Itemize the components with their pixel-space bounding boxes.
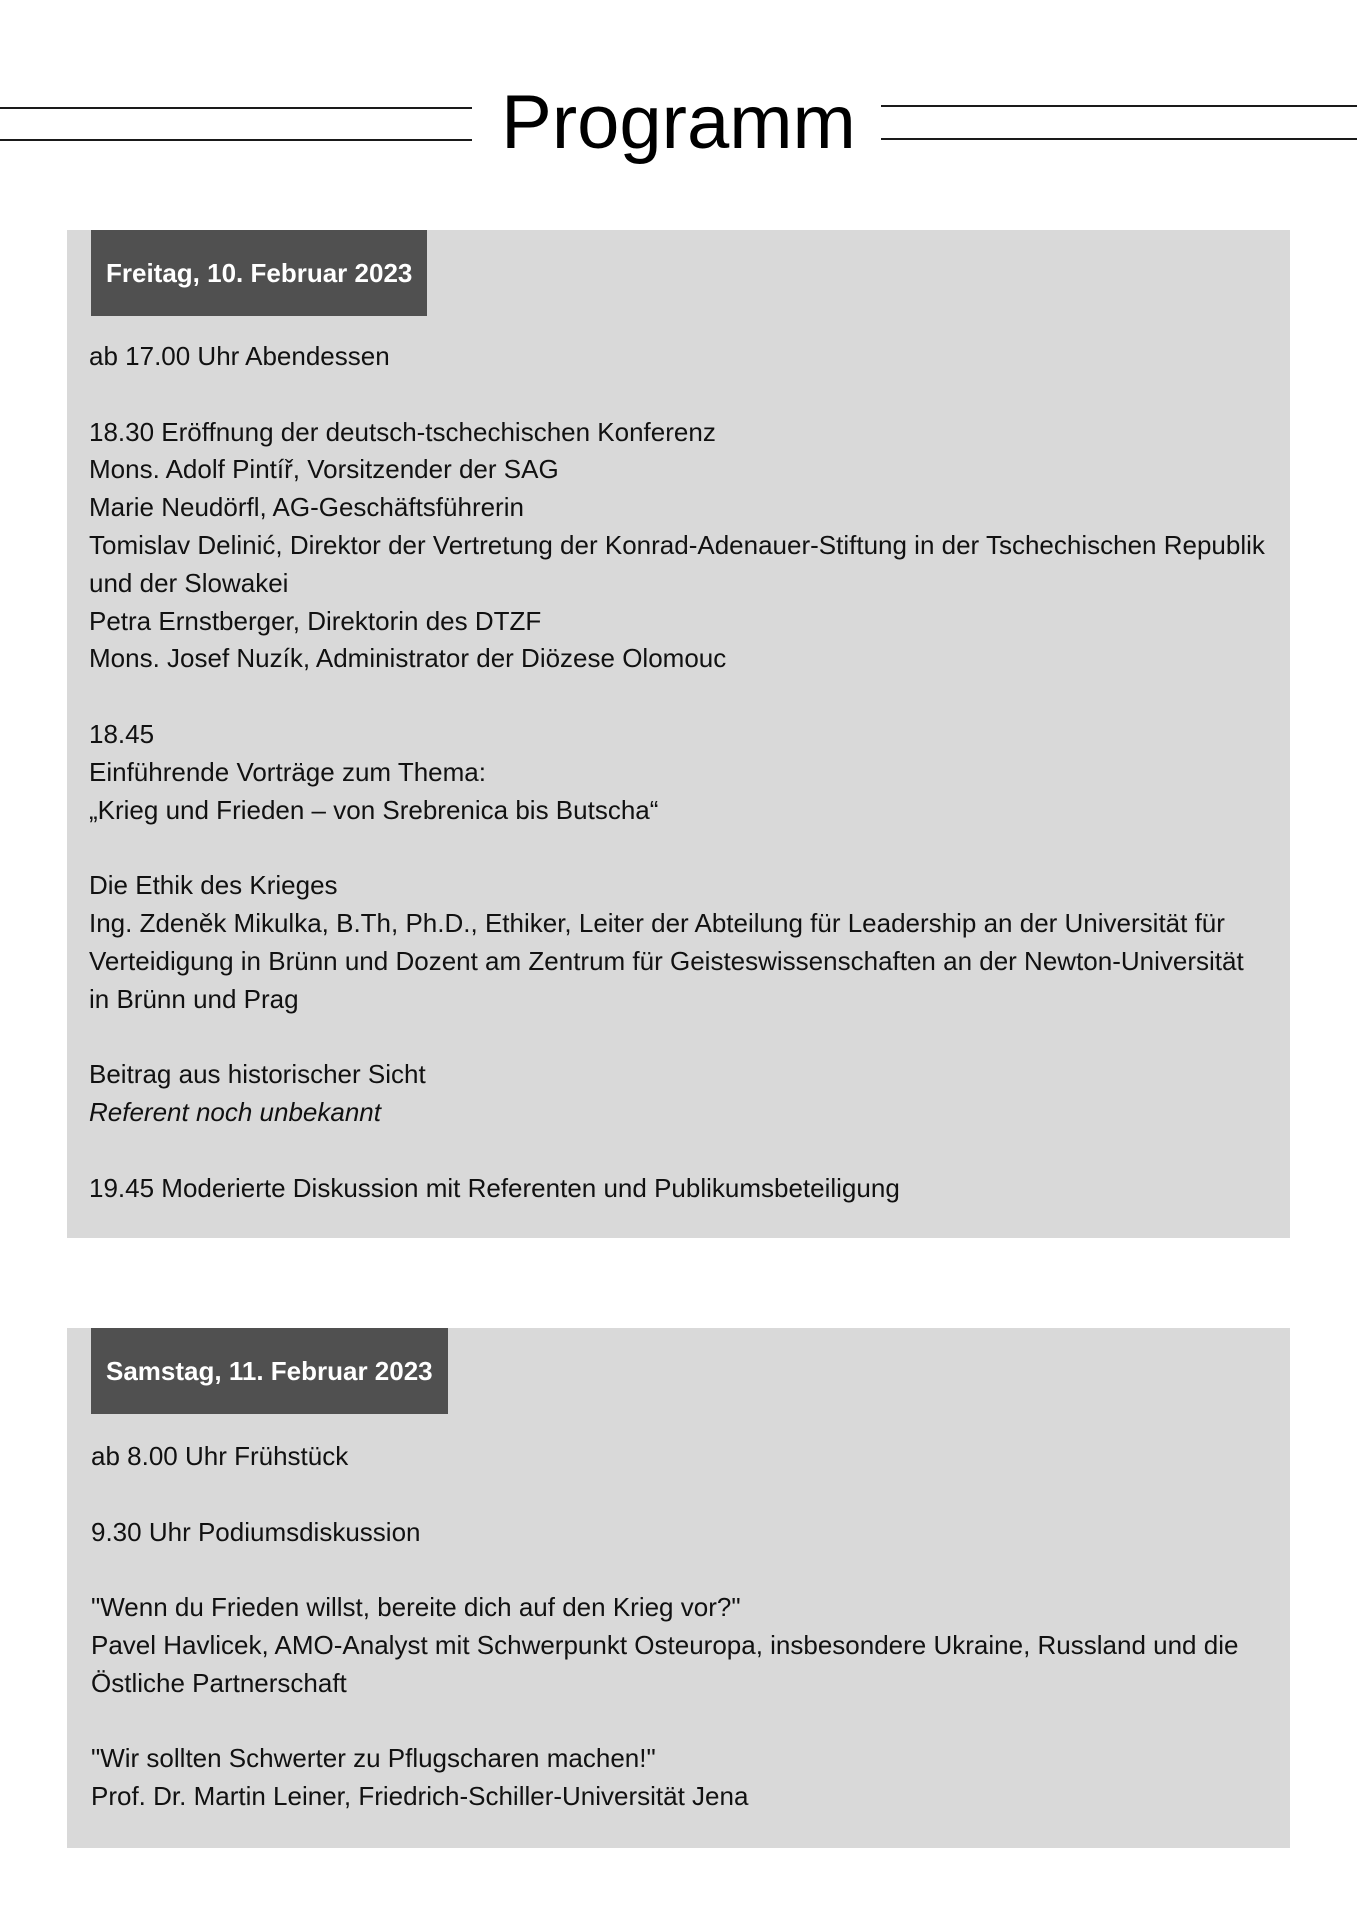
program-entry	[91, 1514, 1270, 1552]
page-title: Programm	[501, 80, 856, 165]
entry-line: „Krieg und Frieden – von Srebrenica bis Butscha“	[89, 794, 659, 825]
program-entry	[89, 414, 1270, 679]
entry-line: ab 17.00 Uhr Abendessen	[89, 341, 390, 371]
entry-line: Einführende Vorträge zum Thema:	[89, 756, 486, 787]
program-entry	[89, 1170, 1270, 1208]
entry-line: Beitrag aus historischer Sicht	[89, 1059, 426, 1090]
entry-line: Referent noch unbekannt	[89, 1096, 381, 1127]
program-entry	[89, 867, 1270, 1018]
entry-line: Marie Neudörfl, AG-Geschäftsführerin	[89, 492, 524, 523]
day-header: Samstag, 11. Februar 2023	[91, 1328, 448, 1414]
entry-line: 18.30 Eröffnung der deutsch-tschechischen Konferenz	[89, 416, 716, 447]
day-section-friday	[67, 230, 1290, 1238]
day-header: Freitag, 10. Februar 2023	[91, 230, 427, 316]
program-entry	[91, 1589, 1270, 1702]
program-entries	[91, 1438, 1270, 1816]
entry-line: Prof. Dr. Martin Leiner, Friedrich-Schiller-Universität Jena	[91, 1781, 749, 1812]
entry-line: Ing. Zdeněk Mikulka, B.Th, Ph.D., Ethiker, Leiter der Abteilung für Leadership an der Universität für Verteidigung in Brünn und Dozent am Zentrum für Geisteswissenschaften an der Newton-Universität in Brünn und Prag	[89, 907, 1244, 1014]
entry-line: "Wenn du Frieden willst, bereite dich auf den Krieg vor?"	[91, 1592, 741, 1623]
program-entry	[89, 716, 1270, 829]
program-entry	[89, 338, 1270, 376]
entry-line: Mons. Josef Nuzík, Administrator der Diözese Olomouc	[89, 643, 727, 674]
entry-line: Mons. Adolf Pintíř, Vorsitzender der SAG	[89, 454, 559, 485]
entry-line: 18.45	[89, 718, 155, 749]
entry-line: Pavel Havlicek, AMO-Analyst mit Schwerpunkt Osteuropa, insbesondere Ukraine, Russland und die Östliche Partnerschaft	[91, 1629, 1239, 1698]
program-entry	[91, 1438, 1270, 1476]
entry-line: 9.30 Uhr Podiumsdiskussion	[91, 1516, 421, 1547]
day-section-saturday	[67, 1328, 1290, 1848]
entry-line: Die Ethik des Krieges	[89, 870, 338, 901]
entry-line: ab 8.00 Uhr Frühstück	[91, 1441, 349, 1471]
program-entries	[89, 338, 1270, 1207]
entry-line: "Wir sollten Schwerter zu Pflugscharen machen!"	[91, 1743, 656, 1774]
program-entry	[91, 1740, 1270, 1816]
entry-line: 19.45 Moderierte Diskussion mit Referenten und Publikumsbeteiligung	[89, 1172, 900, 1203]
entry-line: Petra Ernstberger, Direktorin des DTZF	[89, 605, 542, 636]
entry-line: Tomislav Delinić, Direktor der Vertretung der Konrad-Adenauer-Stiftung in der Tschechischen Republik und der Slowakei	[89, 529, 1265, 598]
program-entry	[89, 1056, 1270, 1132]
